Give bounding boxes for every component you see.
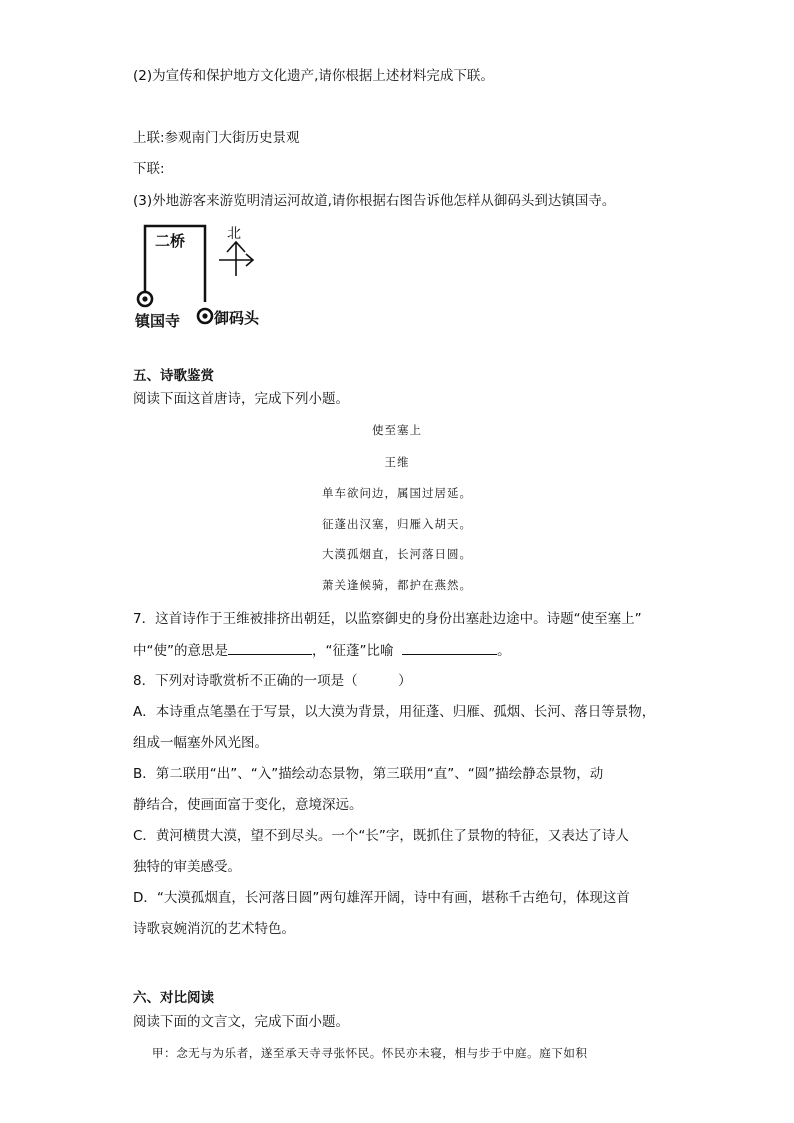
q8-option-c: C．黄河横贯大漠，望不到尽头。一个“长”字，既抓住了景物的特征，又表达了诗人 — [133, 828, 629, 844]
q2-prompt: (2)为宣传和保护地方文化遗产,请你根据上述材料完成下联。 — [133, 68, 494, 84]
q8-option-b-cont: 静结合，使画面富于变化，意境深远。 — [133, 797, 363, 813]
q8-option-b: B．第二联用“出”、“入”描绘动态景物，第三联用“直”、“圆”描绘静态景物，动 — [133, 766, 604, 782]
q7-text-c: 。 — [497, 643, 511, 659]
q7-text-b: ，“征蓬”比喻 — [312, 643, 394, 659]
q7-blank-1[interactable] — [228, 640, 312, 655]
q8-stem: 8．下列对诗歌赏析不正确的一项是（ ） — [133, 673, 412, 689]
q7-text-a: 中“使”的意思是 — [133, 643, 228, 659]
poem-line: 萧关逢候骑，都护在燕然。 — [322, 578, 472, 592]
poem-line: 大漠孤烟直，长河落日圆。 — [322, 547, 472, 561]
map-north-label: 北 — [227, 226, 241, 242]
map-temple-label: 镇国寺 — [135, 312, 181, 330]
poem-line: 征蓬出汉塞，归雁入胡天。 — [322, 517, 472, 531]
section-6-heading: 六、对比阅读 — [133, 990, 214, 1006]
section-5-instruction: 阅读下面这首唐诗，完成下列小题。 — [133, 391, 349, 407]
section-5-heading: 五、诗歌鉴赏 — [133, 368, 214, 384]
poem-author: 王维 — [384, 455, 410, 469]
q2-lower-couplet: 下联: — [133, 161, 165, 177]
section-6-instruction: 阅读下面的文言文，完成下面小题。 — [133, 1014, 349, 1030]
map-bridge-label: 二桥 — [155, 232, 186, 250]
q8-option-a-cont: 组成一幅塞外风光图。 — [133, 735, 268, 751]
temple-marker-icon — [136, 290, 154, 308]
q7-blank-2[interactable] — [402, 640, 497, 655]
poem-title: 使至塞上 — [372, 423, 422, 437]
q8-option-d-cont: 诗歌哀婉消沉的艺术特色。 — [133, 921, 295, 937]
q2-upper-couplet: 上联:参观南门大街历史景观 — [133, 130, 300, 146]
passage-a-start: 甲：念无与为乐者，遂至承天寺寻张怀民。怀民亦未寝，相与步于中庭。庭下如积 — [152, 1046, 588, 1060]
q7-stem: 7．这首诗作于王维被排挤出朝廷，以监察御史的身份出塞赴边途中。诗题“使至塞上” — [133, 611, 642, 627]
q8-option-c-cont: 独特的审美感受。 — [133, 859, 241, 875]
dock-marker-icon — [196, 307, 214, 325]
q7-fill-line — [133, 640, 511, 660]
q3-prompt: (3)外地游客来游览明清运河故道,请你根据右图告诉他怎样从御码头到达镇国寺。 — [133, 193, 616, 209]
q8-option-a: A．本诗重点笔墨在于写景，以大漠为背景，用征蓬、归雁、孤烟、长河、落日等景物， — [133, 704, 656, 720]
q8-option-d: D．“大漠孤烟直，长河落日圆”两句雄浑开阔，诗中有画，堪称千古绝句，体现这首 — [133, 890, 630, 906]
map-dock-label: 御码头 — [214, 309, 260, 327]
poem-line: 单车欲问边，属国过居延。 — [322, 486, 472, 500]
